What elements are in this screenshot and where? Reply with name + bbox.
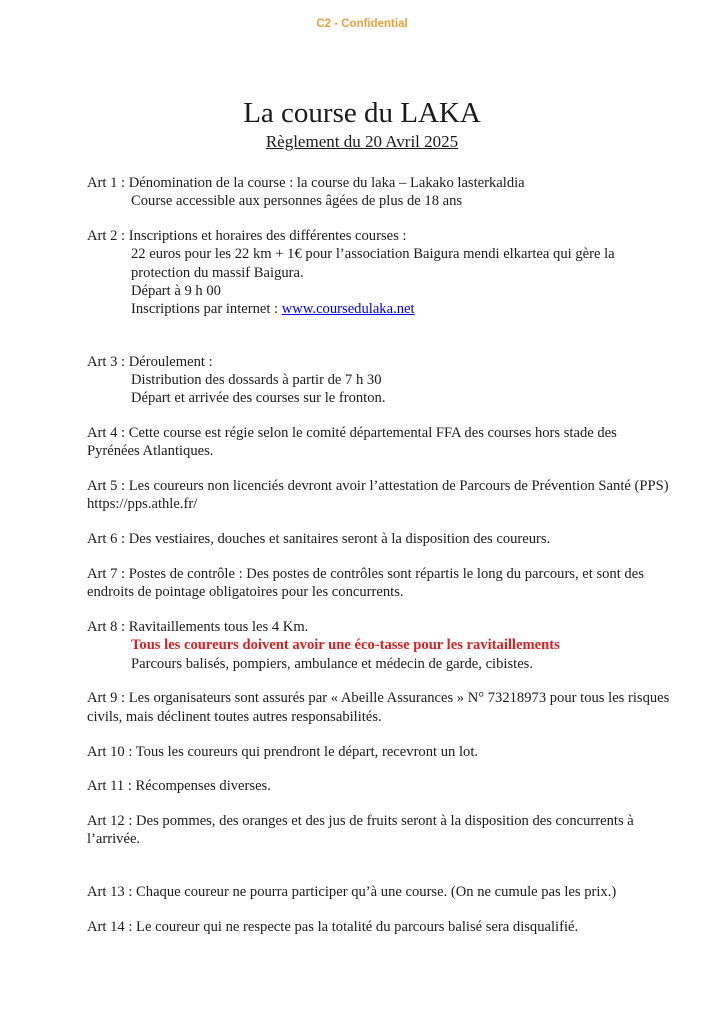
article-line-text: Art 14 : Le coureur qui ne respecte pas la totalité du parcours balisé sera disqualifié. [87,918,579,935]
article-line [87,227,671,245]
article-line-text: Art 7 : Postes de contrôle : Des postes de contrôles sont répartis le long du parcours, et sont des endroits de pointage obligatoires pour les concurrents. [87,565,644,601]
article [87,689,671,726]
confidentiality-banner: C2 - Confidential [316,18,408,30]
article-line-text: Course accessible aux personnes âgées de plus de 18 ans [131,193,463,210]
article [87,918,671,936]
article-line [87,743,671,761]
article-line-text: Art 11 : Récompenses diverses. [87,778,271,795]
article-line-text: Art 2 : Inscriptions et horaires des différentes courses : [87,228,407,245]
article-line [87,883,671,901]
article-line-text: Distribution des dossards à partir de 7 h 30 [131,371,382,388]
article-line-text: 22 euros pour les 22 km + 1€ pour l’association Baigura mendi elkartea qui gère la protection du massif Baigura. [131,246,615,281]
article [87,812,671,849]
article-line [87,174,671,192]
article-line-text: Art 5 : Les coureurs non licenciés devront avoir l’attestation de Parcours de Prévention Santé (PPS) https://pps.athle.fr/ [87,478,669,513]
article-line [87,655,671,673]
article-line [87,389,671,407]
article-line [87,689,671,726]
article [87,883,671,901]
article-line-text: Tous les coureurs doivent avoir une éco-tasse pour les ravitaillements [131,637,560,654]
article-line-text: Art 3 : Déroulement : [87,353,213,370]
article-line [87,918,671,936]
article [87,530,671,548]
article-line-text: Inscriptions par internet : [131,301,282,318]
website-link[interactable]: www.coursedulaka.net [281,301,415,318]
article-line [87,282,671,300]
article [87,353,671,408]
article-line [87,424,671,461]
page-subtitle: Règlement du 20 Avril 2025 [265,132,459,151]
article-line [87,192,671,210]
article-line [87,565,671,602]
article-line [87,300,671,318]
article-line-text: Parcours balisés, pompiers, ambulance et médecin de garde, cibistes. [131,655,534,672]
article-line-text: Art 13 : Chaque coureur ne pourra participer qu’à une course. (On ne cumule pas les prix.) [87,883,617,900]
article-line-text: Départ et arrivée des courses sur le fronton. [131,390,386,407]
article-line [87,371,671,389]
article-line [87,777,671,795]
article-line-text: Art 12 : Des pommes, des oranges et des jus de fruits seront à la disposition des concurrents à l’arrivée. [87,813,634,848]
article-line-emphasis [87,636,671,654]
document-header [0,97,724,153]
article-line [87,530,671,548]
article [87,777,671,795]
article [87,618,671,673]
article [87,227,671,318]
article [87,743,671,761]
article-line [87,812,671,849]
article-line-text: Art 9 : Les organisateurs sont assurés par « Abeille Assurances » N° 73218973 pour tous les risques civils, mais déclinent toutes autres responsabilités. [87,690,670,725]
article [87,477,671,514]
page-title: La course du LAKA [243,97,481,129]
article [87,174,671,211]
article-line [87,245,671,282]
article-line-text: Départ à 9 h 00 [131,282,221,299]
article-line [87,618,671,636]
article [87,424,671,461]
article-line-text: Art 8 : Ravitaillements tous les 4 Km. [87,619,309,636]
article [87,565,671,602]
articles [87,174,671,936]
article-line-text: Art 10 : Tous les coureurs qui prendront le départ, recevront un lot. [87,743,479,760]
article-line-text: Art 1 : Dénomination de la course : la course du laka – Lakako lasterkaldia [87,175,525,191]
article-line [87,353,671,371]
article-line-text: Art 6 : Des vestiaires, douches et sanitaires seront à la disposition des coureurs. [87,531,551,548]
article-line [87,477,671,514]
article-line-text: Art 4 : Cette course est régie selon le comité départemental FFA des courses hors stade des Pyrénées Atlantiques. [87,424,617,460]
